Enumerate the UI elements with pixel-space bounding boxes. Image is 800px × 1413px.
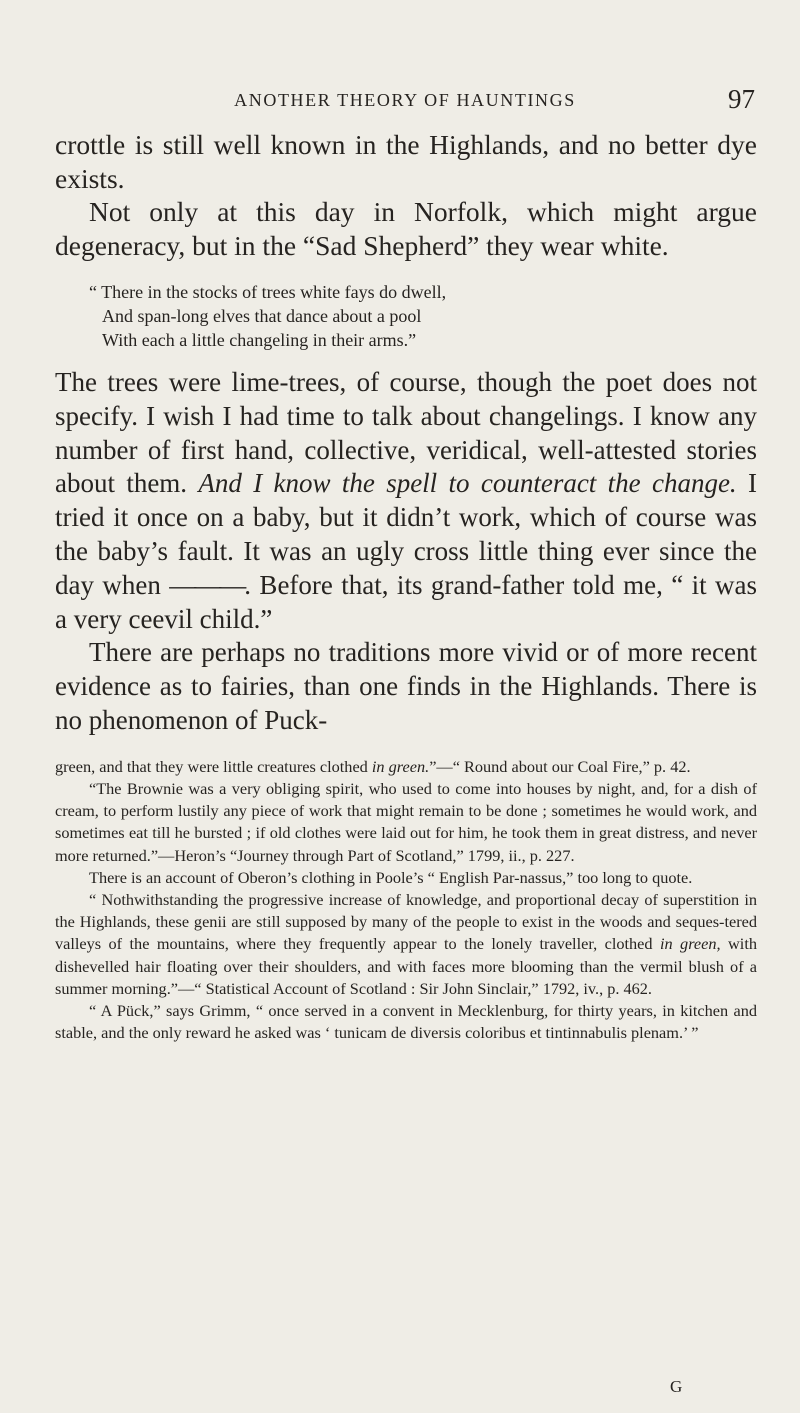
footnotes	[55, 756, 757, 1045]
verse-quote	[55, 280, 757, 352]
footnote-text: “ Nothwithstanding the progressive increase of knowledge, and proportional decay of superstition in the Highlands, these genii are still supposed by many of the people to exist in the woods and seques-tered valleys of the mountains, where they frequently appear to the lonely traveller, clothed	[55, 889, 757, 954]
footnote: There is an account of Oberon’s clothing in Poole’s “ English Par-nassus,” too long to quote.	[89, 867, 693, 887]
verse-line: With each a little changeling in their arms.”	[102, 330, 417, 350]
paragraph-continuation: crottle is still well known in the Highlands, and no better dye exists.	[55, 129, 757, 194]
paragraph-text: The trees were lime-trees, of course, though the poet does not specify. I wish I had time to talk about changelings. I know any number of first hand, collective, veridical, well-attested stories about them.	[55, 367, 757, 499]
italic-phrase: in green,	[659, 934, 721, 954]
signature-mark: G	[670, 1377, 683, 1396]
running-head: ANOTHER THEORY OF HAUNTINGS	[234, 90, 576, 110]
page-header	[55, 84, 755, 114]
footnote	[55, 756, 757, 778]
verse-line: And span-long elves that dance about a pool	[102, 306, 422, 326]
page-body	[55, 128, 757, 1044]
paragraph-changelings	[55, 366, 757, 636]
paragraph-highlands: There are perhaps no traditions more vivid or of more recent evidence as to fairies, than one finds in the Highlands. There is no phenomenon of Puck-	[55, 637, 757, 735]
footnote-text: ”—“ Round about our Coal Fire,” p. 42.	[429, 756, 691, 776]
footnote-text: with dishevelled hair floating over their shoulders, and with faces more blooming than the vermil blush of a summer morning.”—“ Statistical Account of Scotland : Sir John Sinclair,” 1792, iv., p. 462.	[55, 934, 757, 998]
italic-phrase: in green.	[371, 756, 430, 776]
footnote: “The Brownie was a very obliging spirit, who used to come into houses by night, and, for a dish of cream, to perform lustily any piece of work that might remain to be done ; sometimes he would work, and sometimes eat till he bursted ; if old clothes were laid out for him, he took them in great distress, and never more returned.”—Heron’s “Journey through Part of Scotland,” 1799, ii., p. 227.	[55, 778, 757, 865]
em-dash-rule: ———	[169, 569, 245, 600]
page-number: 97	[728, 84, 755, 114]
footnote	[55, 889, 757, 1000]
paragraph-text: . Before that, its grand-father told me, “ it was a very ceevil child.”	[55, 569, 758, 634]
paragraph-norfolk: Not only at this day in Norfolk, which might argue degeneracy, but in the “Sad Shepherd” they wear white.	[55, 196, 757, 261]
verse-line: “ There in the stocks of trees white fays do dwell,	[89, 282, 447, 302]
footnote: “ A Pück,” says Grimm, “ once served in a convent in Mecklenburg, for thirty years, in kitchen and stable, and the only reward he asked was ‘ tunicam de diversis coloribus et tintinnabulis plenam.’ ”	[55, 1001, 757, 1043]
italic-phrase: And I know the spell to counteract the change.	[198, 468, 737, 499]
paragraph-text: I tried it once on a baby, but it didn’t work, which of course was the baby’s fault. It was an ugly cross little thing ever since the day when	[55, 468, 758, 600]
footnote-text: green, and that they were little creatures clothed	[55, 756, 368, 776]
